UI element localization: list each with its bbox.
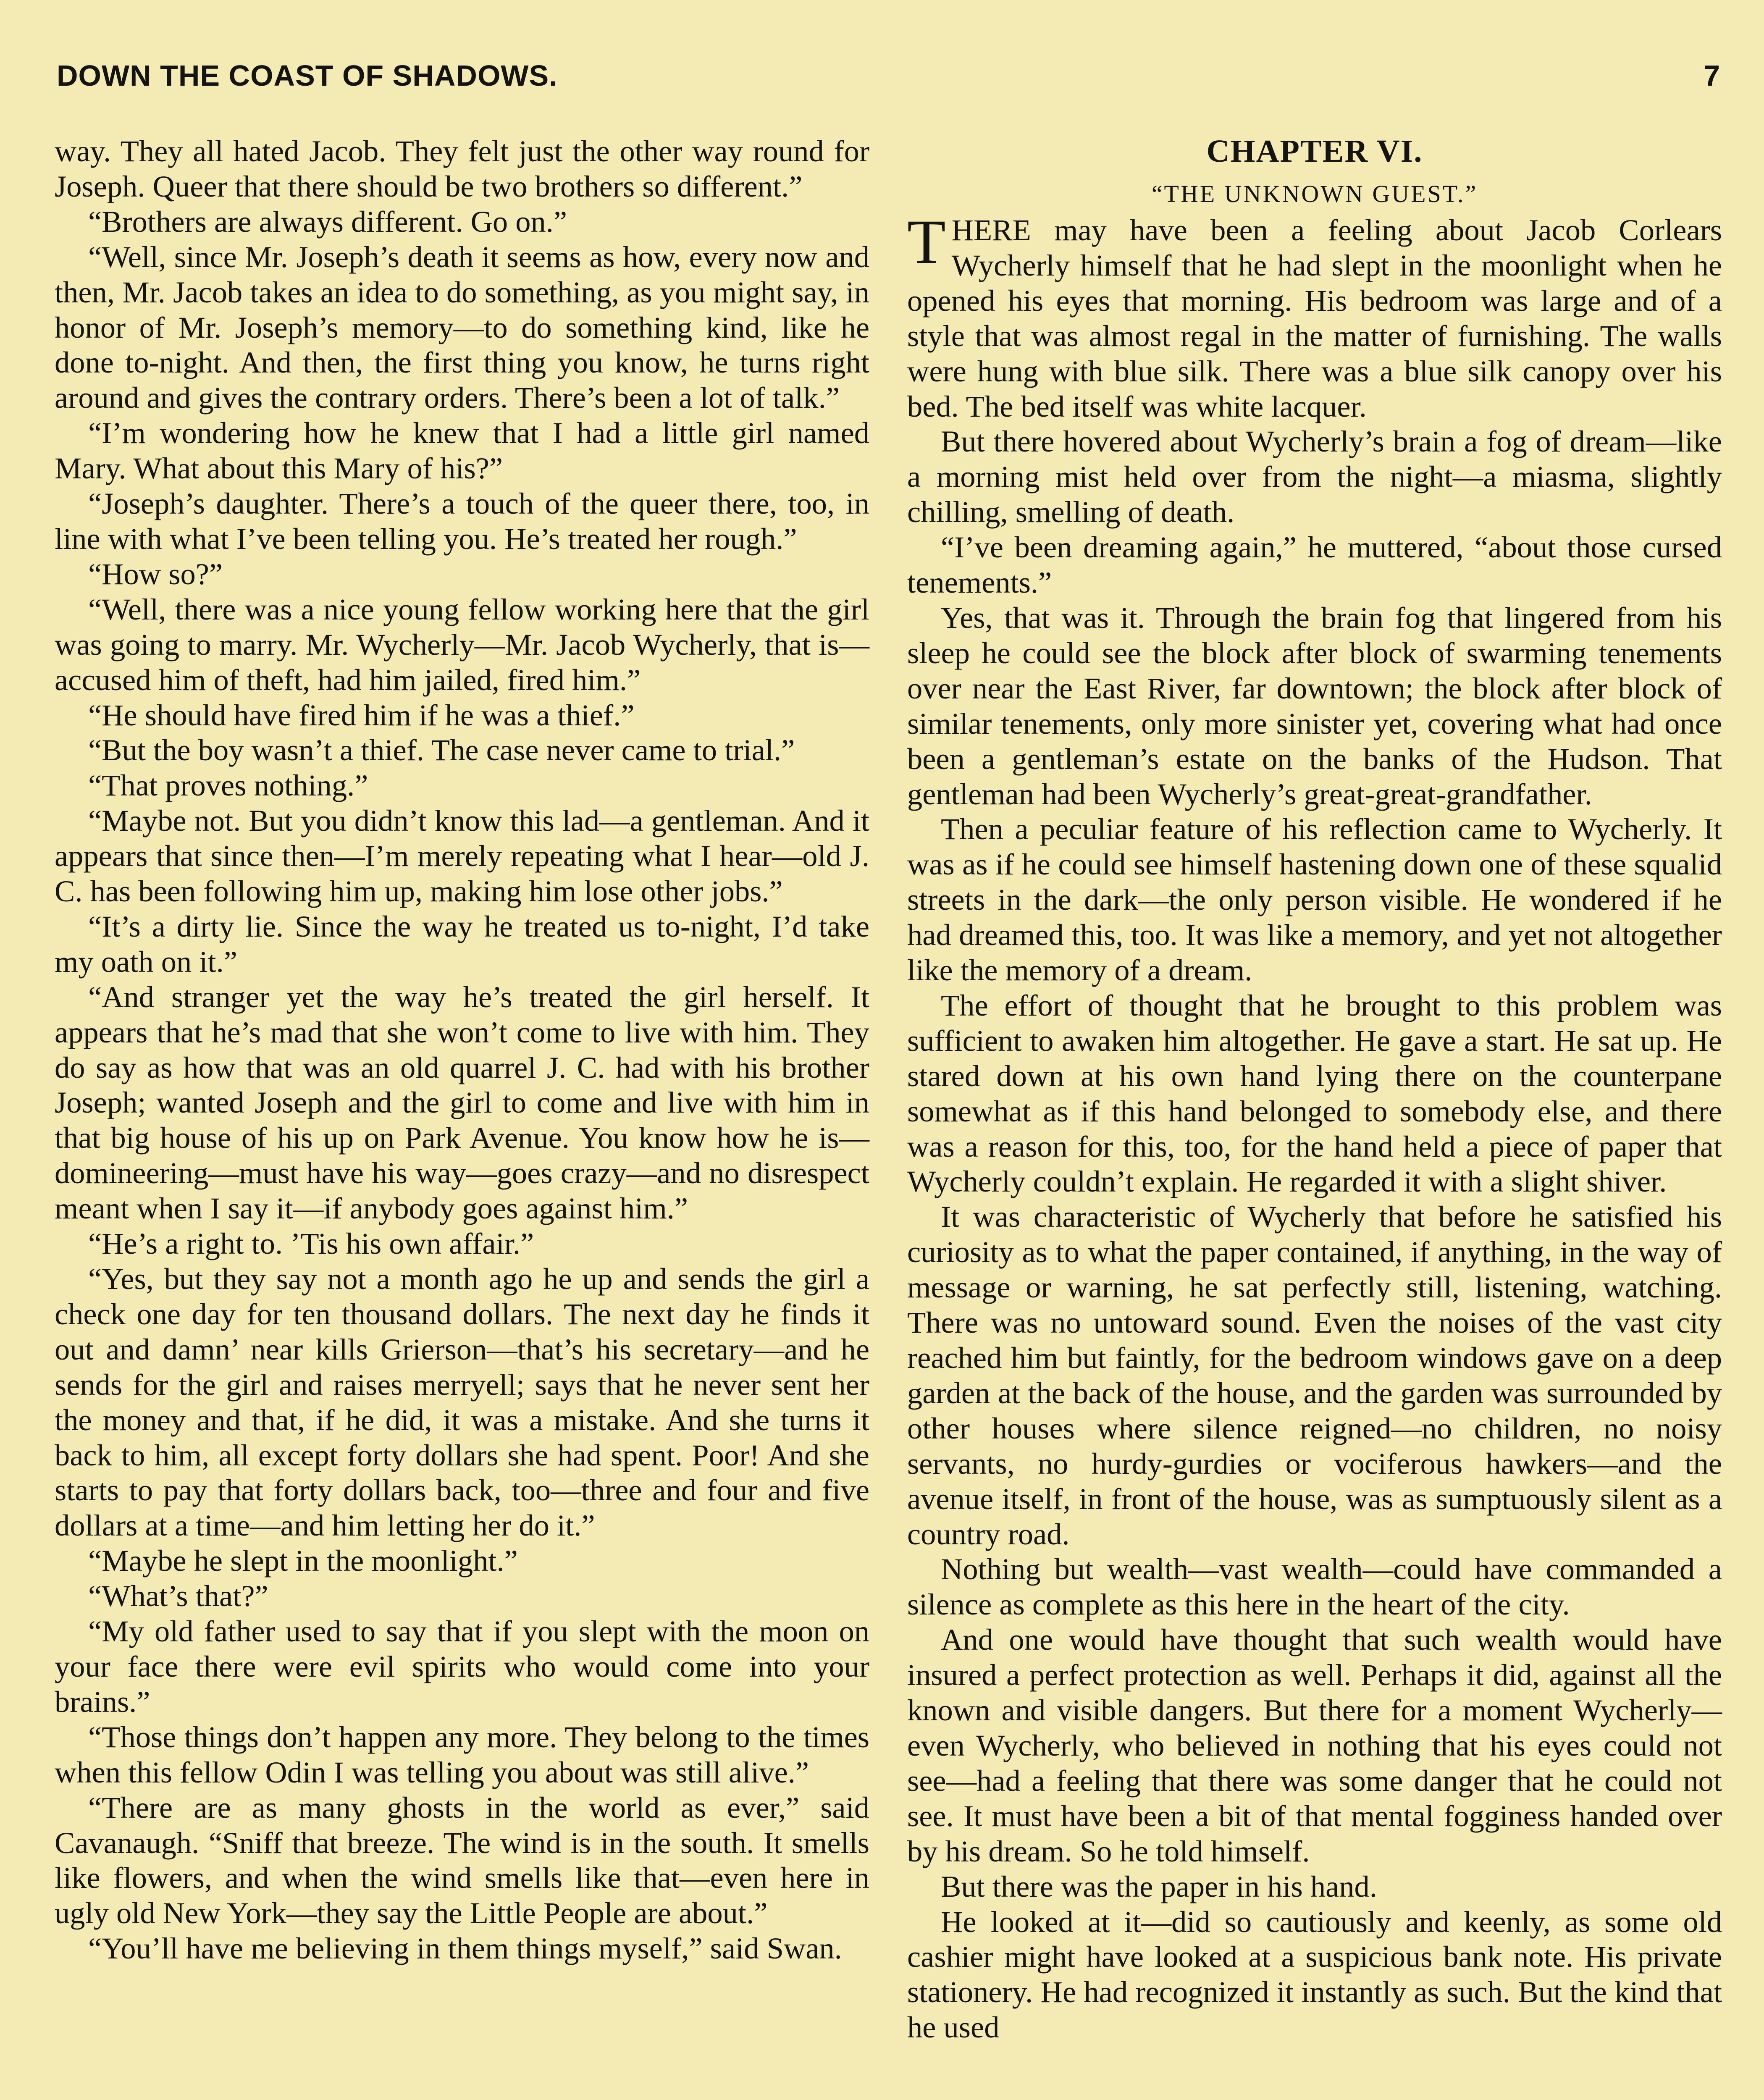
paragraph: “But the boy wasn’t a thief. The case never came to trial.” xyxy=(88,733,795,767)
paragraph: “There are as many ghosts in the world as ever,” said Cavanaugh. “Sniff that breeze. The wind is in the south. It smells like flowers, and when the wind smells like that—even here in ugly old New York—they say the Little People are about.” xyxy=(55,1790,869,1930)
paragraph: “Well, there was a nice young fellow working here that the girl was going to marry. Mr. Wycherly—Mr. Jacob Wycherly, that is—accused him of theft, had him jailed, fired him.” xyxy=(55,592,869,697)
paragraph: Yes, that was it. Through the brain fog that lingered from his sleep he could see the block after block of swarming tenements over near the East River, far downtown; the block after block of similar tenements, only more sinister yet, covering what had once been a gentleman’s estate on the banks of the Hudson. That gentleman had been Wycherly’s great-great-grandfather. xyxy=(907,600,1722,811)
chapter-subtitle: “THE UNKNOWN GUEST.” xyxy=(1151,180,1478,207)
paragraph: The effort of thought that he brought to this problem was sufficient to awaken him altogether. He gave a start. He sat up. He stared down at his own hand lying there on the counterpane somewhat as if this hand belonged to somebody else, and there was a reason for this, too, for the hand held a piece of paper that Wycherly couldn’t explain. He regarded it with a slight shiver. xyxy=(907,988,1722,1199)
paragraph: He looked at it—did so cautiously and keenly, as some old cashier might have looked at a suspicious bank note. His private stationery. He had recognized it instantly as such. But the kind that he used xyxy=(907,1904,1722,2045)
paragraph: way. They all hated Jacob. They felt just the other way round for Joseph. Queer that there should be two brothers so different.” xyxy=(55,134,869,203)
left-column xyxy=(55,134,869,1966)
paragraph: “And stranger yet the way he’s treated the girl herself. It appears that he’s mad that she won’t come to live with him. They do say as how that was an old quarrel J. C. had with his brother Joseph; wanted Joseph and the girl to come and live with him in that big house of his up on Park Avenue. You know how he is—domineering—must have his way—goes crazy—and no disrespect meant when I say it—if anybody goes against him.” xyxy=(55,979,869,1226)
opening-paragraph xyxy=(907,207,1722,424)
opening-paragraph-text: HERE may have been a feeling about Jacob Corlears Wycherly himself that he had slept in the moonlight when he opened his eyes that morning. His bedroom was large and of a style that was almost regal in the matter of furnishing. The walls were hung with blue silk. There was a blue silk canopy over his bed. The bed itself was white lacquer. xyxy=(907,213,1722,423)
paragraph: “Well, since Mr. Joseph’s death it seems as how, every now and then, Mr. Jacob takes an idea to do something, as you might say, in honor of Mr. Joseph’s memory—to do something kind, like he done to-night. And then, the first thing you know, he turns right around and gives the contrary orders. There’s been a lot of talk.” xyxy=(55,239,869,415)
paragraph: It was characteristic of Wycherly that before he satisfied his curiosity as to what the paper contained, if anything, in the way of message or warning, he sat perfectly still, listening, watching. There was no untoward sound. Even the noises of the vast city reached him but faintly, for the bedroom windows gave on a deep garden at the back of the house, and the garden was surrounded by other houses where silence reigned—no children, no noisy servants, no hurdy-gurdies or vociferous hawkers—and the avenue itself, in front of the house, was as sumptuously silent as a country road. xyxy=(907,1200,1722,1551)
paragraph: Nothing but wealth—vast wealth—could have commanded a silence as complete as this here in the heart of the city. xyxy=(907,1552,1722,1622)
paragraph: And one would have thought that such wealth would have insured a perfect protection as well. Perhaps it did, against all the known and visible dangers. But there for a moment Wycherly—even Wycherly, who believed in nothing that his eyes could not see—had a feeling that there was some danger that he could not see. It must have been a bit of that mental fogginess handed over by his dream. So he told himself. xyxy=(907,1622,1722,1868)
running-head xyxy=(57,59,1720,105)
paragraph: “Maybe he slept in the moonlight.” xyxy=(88,1544,518,1578)
paragraph: But there was the paper in his hand. xyxy=(941,1869,1377,1903)
paragraph: But there hovered about Wycherly’s brain a fog of dream—like a morning mist held over from the night—a miasma, slightly chilling, smelling of death. xyxy=(907,424,1722,529)
paragraph: “I’ve been dreaming again,” he muttered, “about those cursed tenements.” xyxy=(907,530,1722,600)
paragraph: “He should have fired him if he was a thief.” xyxy=(88,698,635,732)
paragraph: “Brothers are always different. Go on.” xyxy=(88,204,567,239)
paragraph: “It’s a dirty lie. Since the way he treated us to-night, I’d take my oath on it.” xyxy=(55,909,869,979)
paragraph: “What’s that?” xyxy=(88,1579,268,1613)
paragraph: “Yes, but they say not a month ago he up and sends the girl a check one day for ten thousand dollars. The next day he finds it out and damn’ near kills Grierson—that’s his secretary—and he sends for the girl and raises merryell; says that he never sent her the money and that, if he did, it was a mistake. And she turns it back to him, all except forty dollars she had spent. Poor! And she starts to pay that forty dollars back, too—three and four and five dollars at a time—and him letting her do it.” xyxy=(55,1262,869,1543)
paragraph: “My old father used to say that if you slept with the moon on your face there were evil spirits who would come into your brains.” xyxy=(55,1614,869,1719)
paragraph: “That proves nothing.” xyxy=(88,768,368,803)
paragraph: “Joseph’s daughter. There’s a touch of the queer there, too, in line with what I’ve been telling you. He’s treated her rough.” xyxy=(55,486,869,556)
paragraph: “Maybe not. But you didn’t know this lad—a gentleman. And it appears that since then—I’m merely repeating what I hear—old J. C. has been following him up, making him lose other jobs.” xyxy=(55,803,869,908)
paragraph: “Those things don’t happen any more. They belong to the times when this fellow Odin I was telling you about was still alive.” xyxy=(55,1719,869,1789)
paragraph: Then a peculiar feature of his reflection came to Wycherly. It was as if he could see himself hastening down one of these squalid streets in the dark—the only person visible. He wondered if he had dreamed this, too. It was like a memory, and yet not altogether like the memory of a dream. xyxy=(907,812,1722,987)
chapter-heading: CHAPTER VI. xyxy=(1206,134,1423,169)
paragraph: “How so?” xyxy=(88,556,223,591)
running-title: DOWN THE COAST OF SHADOWS. xyxy=(57,59,558,92)
paragraph: “I’m wondering how he knew that I had a little girl named Mary. What about this Mary of his?” xyxy=(55,416,869,486)
paragraph: “He’s a right to. ’Tis his own affair.” xyxy=(88,1226,534,1261)
page-number: 7 xyxy=(1704,59,1720,92)
drop-cap: T xyxy=(907,207,946,277)
right-column xyxy=(907,134,1722,2045)
paragraph: “You’ll have me believing in them things myself,” said Swan. xyxy=(88,1931,842,1966)
